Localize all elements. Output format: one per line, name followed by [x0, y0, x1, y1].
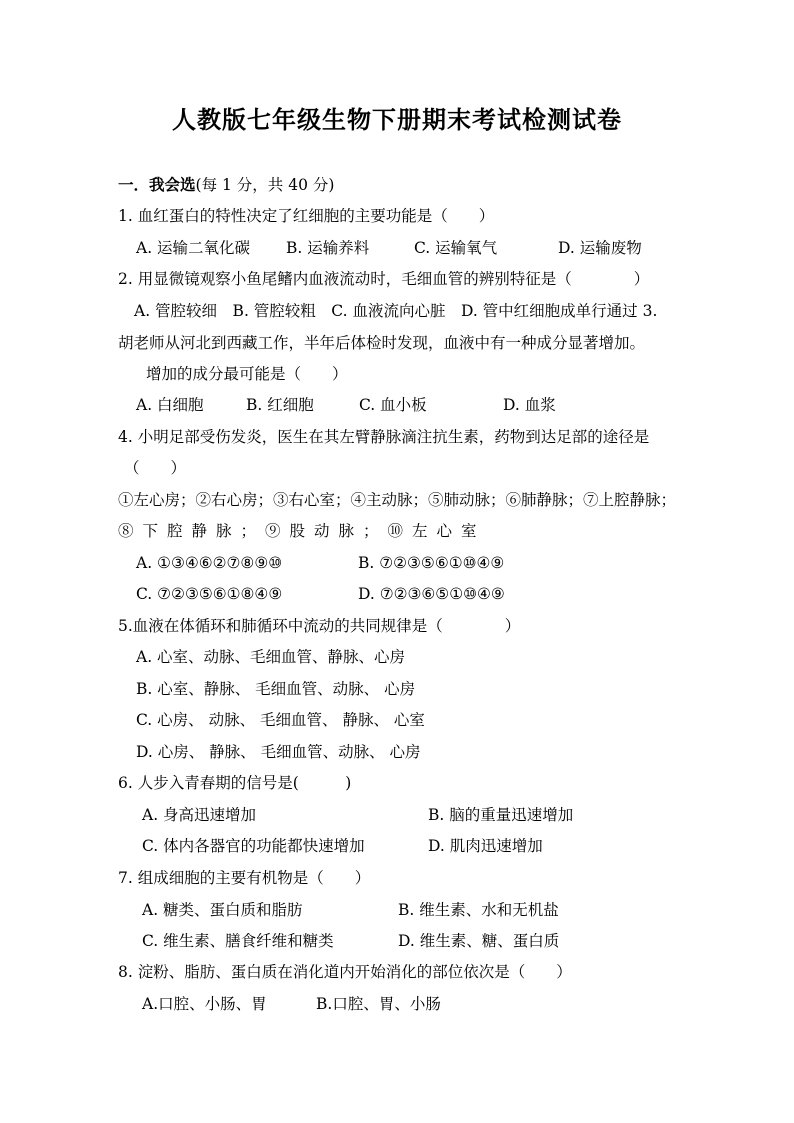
q2-options-line: A. 管腔较细 B. 管腔较粗 C. 血液流向心脏 D. 管中红细胞成单行通过 3. — [134, 302, 658, 320]
question-1-stem: 1. 血红蛋白的特性决定了红细胞的主要功能是（ ） — [118, 207, 495, 225]
q5-option-c: C. 心房、 动脉、 毛细血管、 静脉、 心室 — [136, 711, 425, 729]
question-5-stem: 5.血液在体循环和肺循环中流动的共同规律是（ ） — [118, 617, 521, 635]
question-6-stem: 6. 人步入青春期的信号是( ) — [118, 774, 352, 792]
q7-option-d: D. 维生素、糖、蛋白质 — [398, 932, 560, 950]
section-score-note: (每 1 分，共 40 分) — [195, 176, 335, 194]
q1-option-d: D. 运输废物 — [558, 239, 642, 257]
q4-list-line-1: ①左心房；②右心房；③右心室；④主动脉；⑤肺动脉；⑥肺静脉；⑦上腔静脉； — [118, 491, 677, 509]
q6-option-b: B. 脑的重量迅速增加 — [428, 806, 574, 824]
question-2-stem: 2. 用显微镜观察小鱼尾鳍内血液流动时，毛细血管的辨别特征是（ ） — [118, 270, 650, 288]
page-title: 人教版七年级生物下册期末考试检测试卷 — [172, 105, 622, 134]
q1-option-b: B. 运输养料 — [286, 239, 370, 257]
q6-option-c: C. 体内各器官的功能都快速增加 — [142, 837, 365, 855]
q6-option-a: A. 身高迅速增加 — [142, 806, 257, 824]
q5-option-b: B. 心室、静脉、 毛细血管、动脉、 心房 — [136, 680, 416, 698]
q4-answer-paren: （ ） — [124, 459, 187, 477]
q8-option-a: A.口腔、小肠、胃 — [142, 995, 267, 1013]
section-heading — [118, 175, 334, 195]
question-3-stem-start: 胡老师从河北到西藏工作，半年后体检时发现，血液中有一种成分显著增加。 — [118, 334, 646, 352]
q3-option-c: C. 血小板 — [359, 396, 427, 414]
section-heading-label: 一．我会选 — [118, 175, 196, 194]
q4-option-b: B. ⑦②③⑤⑥①⑩④⑨ — [358, 554, 505, 572]
q6-option-d: D. 肌肉迅速增加 — [428, 837, 543, 855]
question-4-stem: 4. 小明足部受伤发炎，医生在其左臂静脉滴注抗生素，药物到达足部的途径是 — [118, 428, 650, 446]
q3-option-a: A. 白细胞 — [136, 396, 204, 414]
q5-option-a: A. 心室、动脉、毛细血管、静脉、心房 — [136, 648, 406, 666]
question-8-stem: 8. 淀粉、脂肪、蛋白质在消化道内开始消化的部位依次是（ ） — [118, 963, 572, 981]
q4-option-d: D. ⑦②③⑥⑤①⑩④⑨ — [358, 585, 505, 603]
q3-option-d: D. 血浆 — [503, 396, 556, 414]
question-7-stem: 7. 组成细胞的主要有机物是（ ） — [118, 869, 371, 887]
q8-option-b: B.口腔、胃、小肠 — [316, 995, 441, 1013]
q7-option-b: B. 维生素、水和无机盐 — [398, 901, 559, 919]
question-3-stem-end: 增加的成分最可能是（ ） — [146, 365, 348, 383]
q1-option-a: A. 运输二氧化碳 — [136, 239, 251, 257]
q4-option-c: C. ⑦②③⑤⑥①⑧④⑨ — [136, 585, 283, 603]
q1-option-c: C. 运输氧气 — [414, 239, 498, 257]
q4-option-a: A. ①③④⑥②⑦⑧⑨⑩ — [136, 554, 283, 572]
q7-option-a: A. 糖类、蛋白质和脂肪 — [142, 901, 303, 919]
q4-list-line-2: ⑧下腔静脉；⑨股动脉；⑩左心室 — [118, 522, 486, 540]
q7-option-c: C. 维生素、膳食纤维和糖类 — [142, 932, 334, 950]
q3-option-b: B. 红细胞 — [246, 396, 314, 414]
q5-option-d: D. 心房、 静脉、 毛细血管、动脉、 心房 — [136, 743, 421, 761]
